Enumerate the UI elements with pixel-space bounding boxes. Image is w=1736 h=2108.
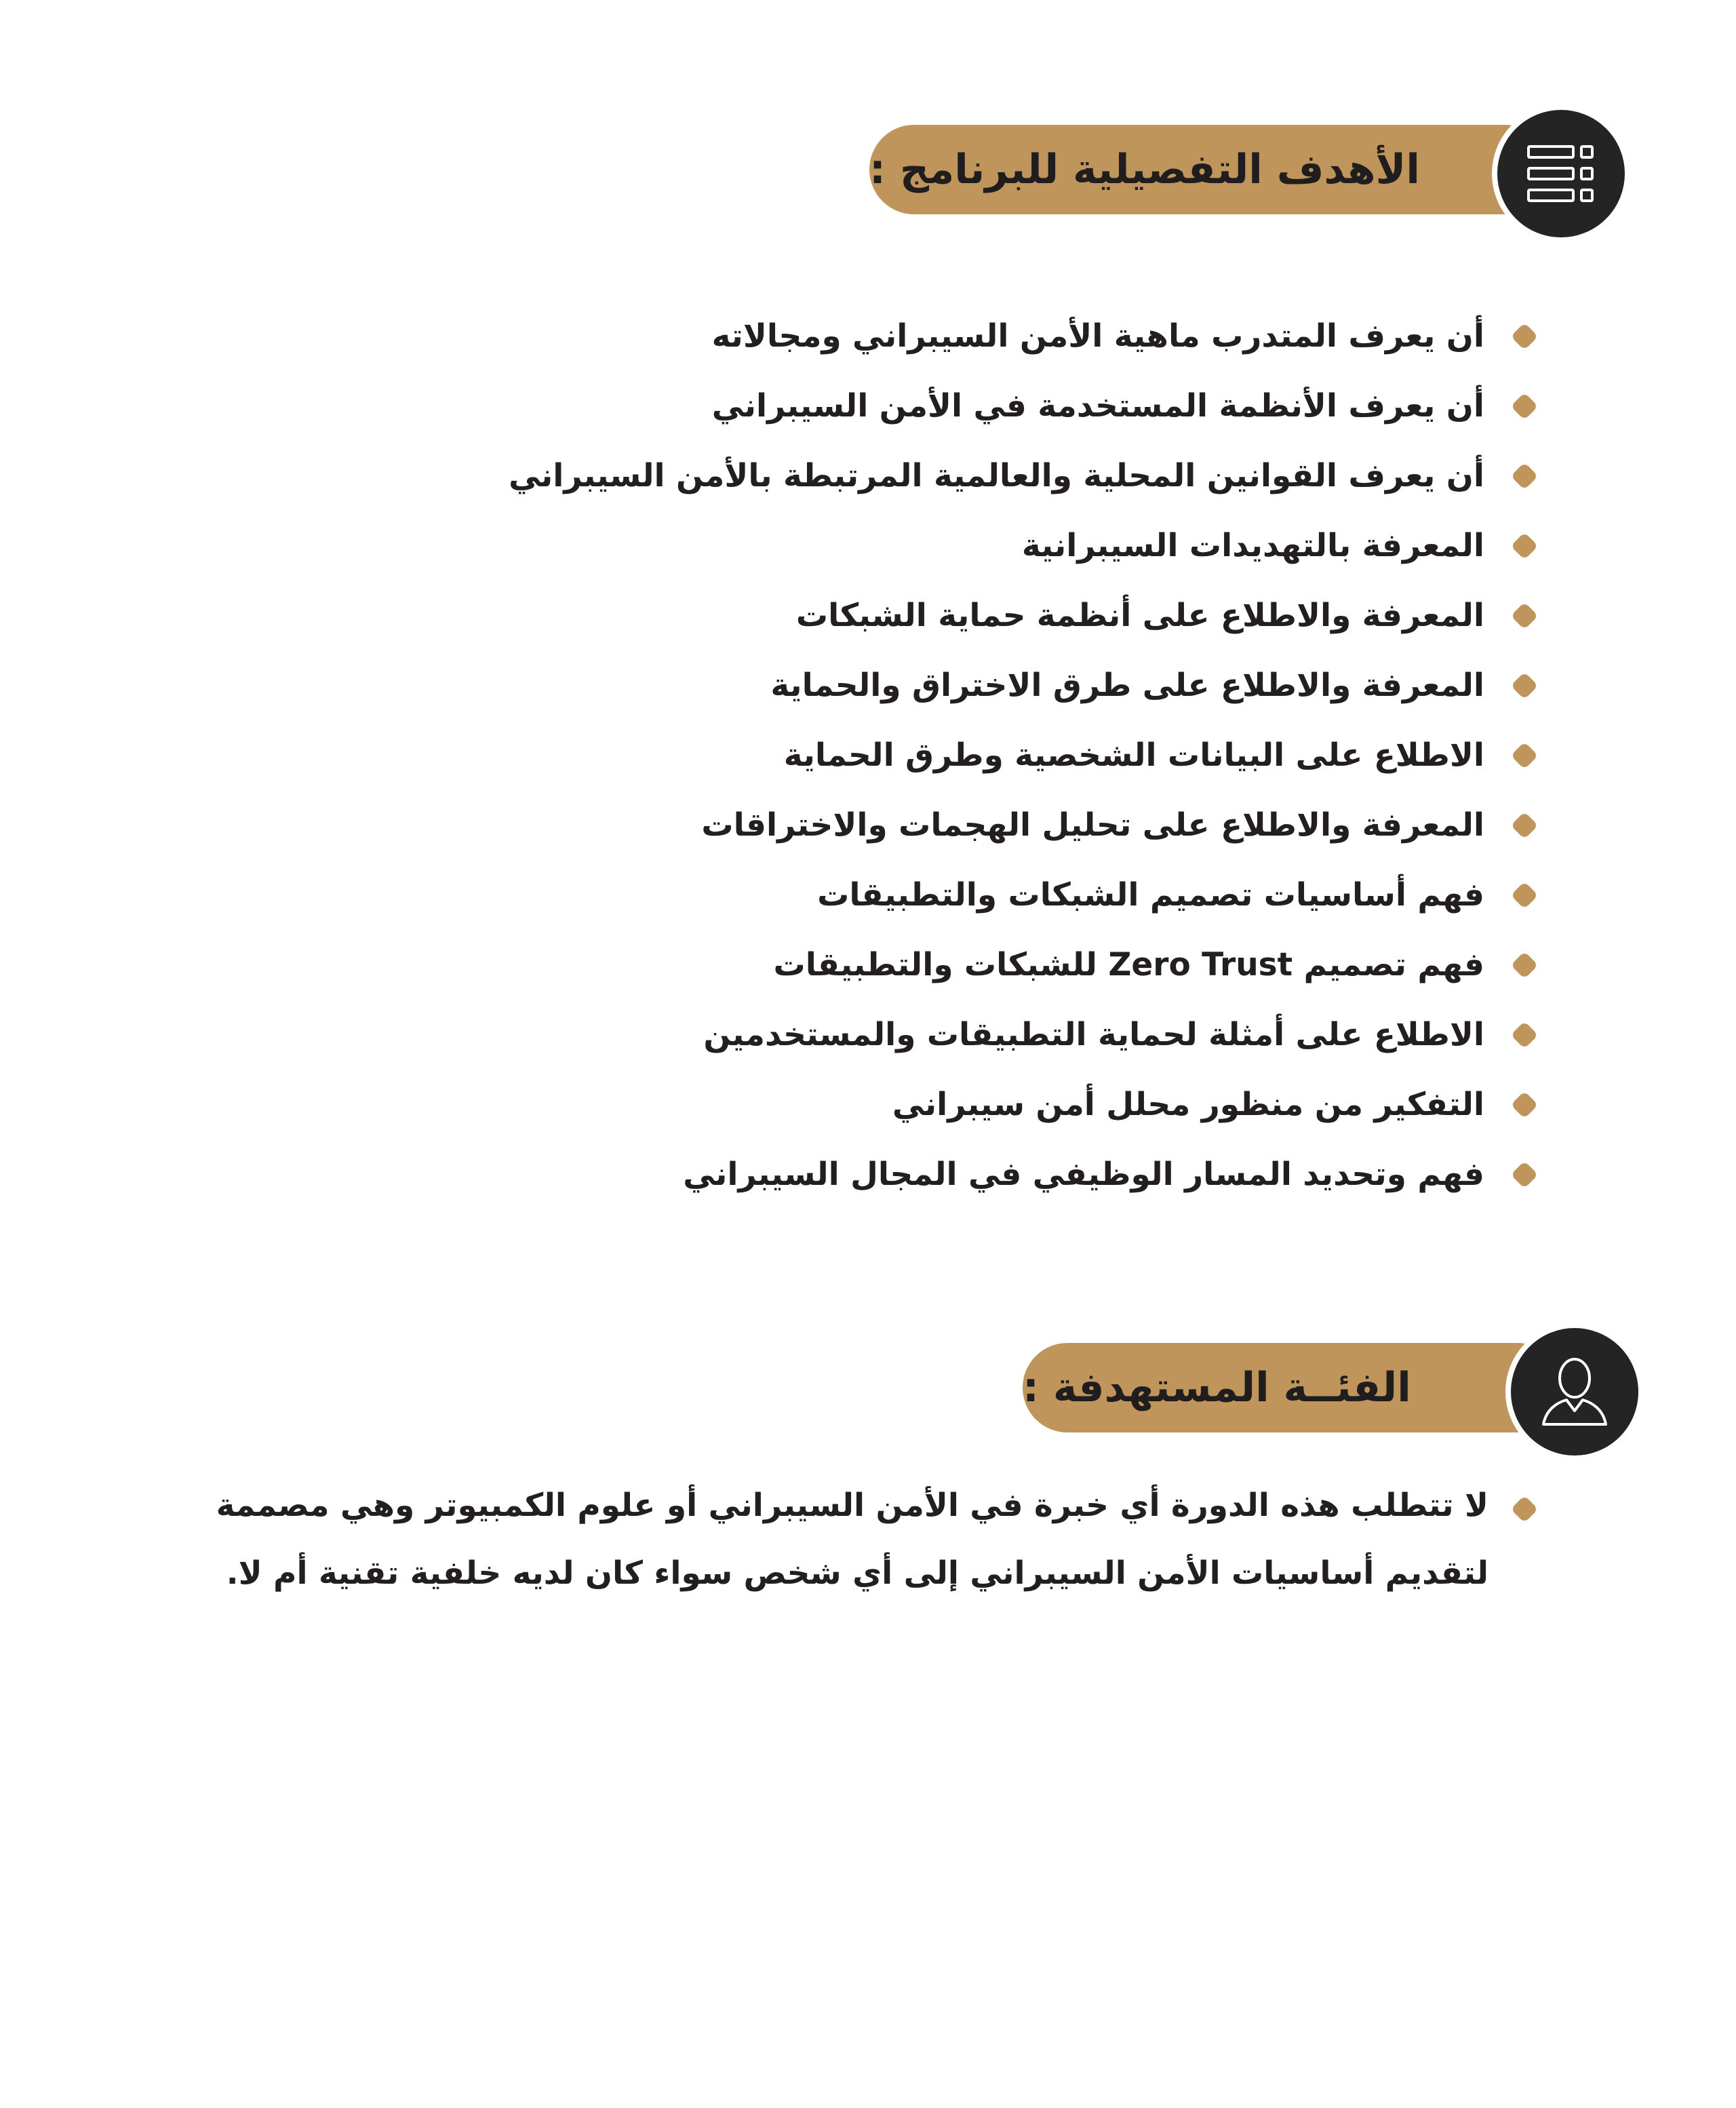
bullet-icon: [1511, 602, 1539, 629]
objective-text: المعرفة بالتهديدات السيبرانية: [1021, 527, 1484, 564]
bullet-icon: [1511, 1021, 1539, 1049]
audience-text: لا تتطلب هذه الدورة أي خبرة في الأمن السيبراني أو علوم الكمبيوتر وهي مصممة لتقديم أساسيات الأمن السيبراني إلى أي شخص سواء كان لديه خلفية تقنية أم لا.: [216, 1487, 1488, 1592]
bullet-icon: [1511, 951, 1539, 979]
objective-text: فهم وتحديد المسار الوظيفي في المجال السيبراني: [683, 1156, 1484, 1193]
list-icon: [1492, 104, 1630, 243]
list-item: [509, 650, 1536, 720]
list-item: [509, 371, 1536, 441]
user-icon: [1505, 1323, 1644, 1461]
list-item: [509, 581, 1536, 650]
bullet-icon: [1511, 881, 1539, 909]
objective-text: الاطلاع على البيانات الشخصية وطرق الحماية: [783, 737, 1484, 774]
objectives-section-header: [869, 125, 1632, 214]
bullet-icon: [1511, 1160, 1539, 1188]
list-item: [509, 1070, 1536, 1139]
bullet-icon: [1511, 741, 1539, 769]
list-item: [509, 441, 1536, 511]
objective-text: الاطلاع على أمثلة لحماية التطبيقات والمستخدمين: [703, 1016, 1484, 1053]
list-item: [509, 930, 1536, 1000]
bullet-icon: [1511, 811, 1539, 839]
objective-text: المعرفة والاطلاع على أنظمة حماية الشبكات: [795, 597, 1484, 634]
bullet-icon: [1511, 322, 1539, 350]
list-item: [509, 860, 1536, 930]
bullet-icon: [1511, 532, 1539, 560]
audience-section-header: [1023, 1343, 1644, 1432]
objective-text: فهم تصميم Zero Trust للشبكات والتطبيقات: [773, 946, 1484, 983]
objective-text: أن يعرف القوانين المحلية والعالمية المرتبطة بالأمن السيبراني: [509, 457, 1484, 494]
objectives-list: [509, 301, 1536, 1209]
objective-text: فهم أساسيات تصميم الشبكات والتطبيقات: [817, 876, 1484, 914]
objectives-title-pill: [869, 125, 1550, 214]
list-item: [509, 1139, 1536, 1209]
objective-text: المعرفة والاطلاع على طرق الاختراق والحماية: [770, 667, 1484, 704]
audience-title-pill: [1023, 1343, 1562, 1432]
bullet-icon: [1511, 462, 1539, 490]
audience-description: [173, 1472, 1536, 1607]
list-item: [509, 301, 1536, 371]
bullet-icon: [1511, 671, 1539, 699]
list-item: [509, 1000, 1536, 1070]
list-item: [509, 720, 1536, 790]
objectives-title: الأهدف التفصيلية للبرنامج :: [869, 146, 1420, 193]
bullet-icon: [1511, 392, 1539, 420]
objective-text: المعرفة والاطلاع على تحليل الهجمات والاختراقات: [701, 806, 1484, 844]
list-item: [509, 790, 1536, 860]
audience-title: الفئــة المستهدفة :: [1023, 1364, 1411, 1411]
objective-text: أن يعرف المتدرب ماهية الأمن السيبراني ومجالاته: [711, 317, 1484, 355]
objective-text: التفكير من منظور محلل أمن سيبراني: [892, 1086, 1484, 1123]
objective-text: أن يعرف الأنظمة المستخدمة في الأمن السيبراني: [711, 387, 1484, 425]
bullet-icon: [1511, 1496, 1539, 1523]
bullet-icon: [1511, 1091, 1539, 1118]
list-item: [509, 511, 1536, 581]
